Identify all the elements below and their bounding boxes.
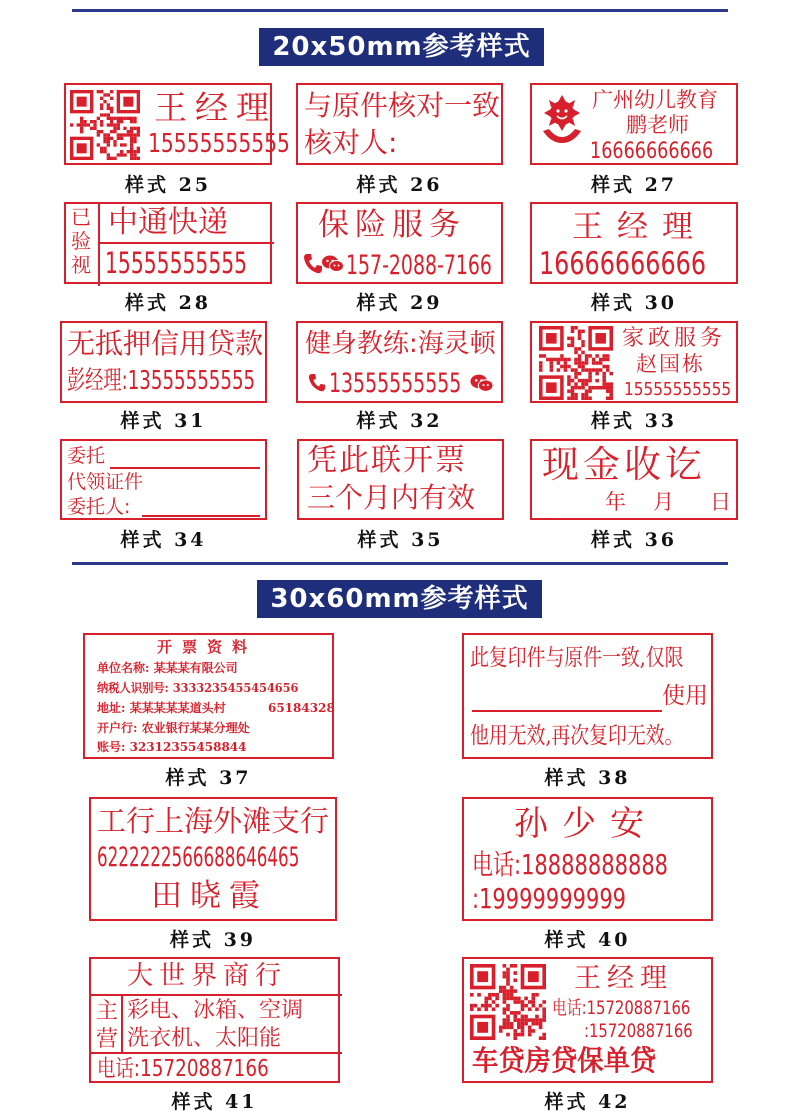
stamp-line-2: 彭经理:13555555555 (67, 366, 256, 396)
stamp-title: 中通快递 (108, 205, 228, 240)
stamp-name: 赵国栋 (636, 352, 705, 376)
stamp-line-2: 代领证件 (67, 471, 144, 493)
side-char-1: 主 (96, 999, 119, 1024)
stamp-bank: 工行上海外滩支行 (97, 804, 330, 838)
info-row-bank: 开户行: 农业银行某某分理处 (97, 721, 250, 735)
divider (98, 242, 274, 244)
side-char-3: 视 (71, 253, 91, 277)
stamp-style-27[interactable] (530, 83, 738, 165)
stamp-line-3: 委托人: (67, 496, 131, 518)
stamp-phone: 13555555555 (329, 368, 462, 399)
stamp-line-1: 与原件核对一致 (304, 89, 501, 122)
stamp-phone-2: :19999999999 (472, 882, 627, 915)
caption-style-25: 样式 25 (124, 174, 212, 196)
stamp-style-33[interactable] (530, 321, 738, 403)
stamp-line-1: 委托 (67, 445, 106, 467)
qr-code-icon (470, 964, 546, 1040)
caption-style-36: 样式 36 (590, 529, 678, 551)
side-char-2: 营 (96, 1027, 119, 1052)
stamp-phone-1: 电话:15720887166 (552, 997, 691, 1019)
stamp-month: 月 (653, 490, 674, 514)
stamp-title: 现金收讫 (542, 443, 706, 486)
info-row-account: 账号: 32312355458844 (97, 740, 247, 754)
stamp-phone: 157-2088-7166 (346, 250, 492, 281)
fill-in-line (472, 710, 662, 712)
section-divider (72, 562, 728, 565)
caption-style-27: 样式 27 (590, 174, 678, 196)
qr-code-icon (70, 90, 140, 160)
stamp-line-1: 无抵押信用贷款 (67, 327, 264, 360)
stamp-style-40[interactable] (462, 797, 713, 921)
stamp-style-36[interactable] (530, 439, 738, 520)
stamp-style-34[interactable] (60, 439, 267, 520)
stamp-style-38[interactable] (462, 633, 713, 759)
stamp-line-2: 使用 (662, 683, 708, 709)
side-char-1: 已 (71, 205, 91, 229)
stamp-year: 年 (605, 490, 626, 514)
signature-line (142, 515, 260, 517)
caption-style-38: 样式 38 (544, 767, 631, 789)
caption-style-40: 样式 40 (544, 929, 631, 951)
stamp-style-26[interactable] (296, 83, 503, 165)
stamp-phone: 16666666666 (590, 139, 714, 164)
stamp-style-39[interactable] (89, 797, 337, 921)
stamp-style-32[interactable] (296, 321, 503, 403)
stamp-style-25[interactable] (64, 83, 290, 165)
stamp-line-1: 凭此联开票 (307, 443, 467, 478)
qr-code-icon (539, 326, 613, 400)
stamp-name: 王经理 (572, 209, 707, 245)
caption-style-42: 样式 42 (544, 1091, 631, 1113)
wechat-icon (470, 373, 494, 398)
divider (121, 994, 123, 1052)
caption-style-39: 样式 39 (169, 929, 257, 951)
divider (91, 1052, 342, 1054)
caption-style-33: 样式 33 (590, 410, 678, 432)
stamp-style-29[interactable] (296, 202, 503, 284)
stamp-phone-2: :15720887166 (584, 1020, 693, 1042)
stamp-line-2: 三个月内有效 (307, 481, 476, 514)
phone-icon (308, 372, 326, 398)
stamp-line-1: 健身教练:海灵顿 (305, 329, 496, 359)
stamp-style-42[interactable] (462, 957, 713, 1083)
stamp-phone: 15555555555 (624, 379, 732, 400)
stamp-line-2: 洗衣机、太阳能 (127, 1026, 282, 1051)
phone-icon (303, 253, 323, 279)
stamp-phone: 16666666666 (539, 246, 707, 282)
stamp-style-41[interactable] (89, 957, 340, 1083)
stamp-line-2: 核对人: (304, 126, 398, 159)
caption-style-29: 样式 29 (356, 292, 443, 314)
stamp-name: 鹏老师 (626, 113, 689, 137)
stamp-service: 家政服务 (622, 326, 727, 351)
stamp-day: 日 (710, 490, 731, 514)
caption-style-32: 样式 32 (356, 410, 443, 432)
divider (91, 994, 342, 996)
stamp-style-28[interactable] (64, 202, 272, 284)
stamp-style-31[interactable] (60, 321, 267, 403)
stamp-line-3: 他用无效,再次复印无效。 (470, 723, 684, 749)
stamp-style-35[interactable] (297, 439, 504, 520)
caption-style-28: 样式 28 (124, 292, 212, 314)
top-divider (72, 9, 728, 12)
signature-line (110, 467, 260, 469)
wechat-icon (322, 254, 344, 278)
caption-style-31: 样式 31 (120, 410, 207, 432)
stamp-org: 广州幼儿教育 (592, 88, 718, 112)
stamp-name: 王经理 (154, 88, 277, 127)
side-char-2: 验 (71, 229, 91, 253)
stamp-phone: 15555555555 (148, 129, 290, 159)
stamp-account: 6222222566688646465 (97, 842, 300, 873)
stamp-title: 大世界商行 (127, 961, 288, 991)
stamp-name: 田晓霞 (151, 878, 268, 914)
stamp-phone: 15555555555 (105, 246, 248, 280)
caption-style-41: 样式 41 (171, 1091, 258, 1113)
stamp-phone: 电话:15720887166 (97, 1056, 269, 1082)
info-row-company: 单位名称: 某某某有限公司 (97, 661, 238, 675)
divider (98, 204, 100, 286)
caption-style-30: 样式 30 (590, 292, 678, 314)
stamp-name: 王经理 (574, 963, 673, 994)
caption-style-26: 样式 26 (356, 174, 443, 196)
section-heading-30x60: 30x60mm参考样式 (257, 580, 542, 618)
stamp-title: 开票资料 (157, 638, 258, 656)
info-row-tel: 65184328 (268, 701, 335, 715)
stamp-line-1: 此复印件与原件一致,仅限 (470, 645, 684, 671)
section-heading-20x50: 20x50mm参考样式 (259, 28, 544, 66)
stamp-phone-1: 电话:18888888888 (472, 848, 669, 881)
stamp-style-37[interactable] (83, 633, 334, 759)
stamp-name: 孙少安 (514, 804, 658, 844)
caption-style-34: 样式 34 (120, 529, 207, 551)
info-row-address: 地址: 某某某某某道头村 (97, 701, 226, 715)
stamp-bottom-line: 车贷房贷保单贷 (472, 1044, 657, 1077)
stamp-title: 保险服务 (318, 207, 466, 243)
caption-style-37: 样式 37 (165, 767, 252, 789)
caption-style-35: 样式 35 (357, 529, 444, 551)
stamp-line-1: 彩电、冰箱、空调 (127, 998, 304, 1023)
info-row-tax-id: 纳税人识别号: 3333235455454656 (97, 681, 299, 695)
stamp-style-30[interactable] (530, 202, 738, 284)
sun-child-logo-icon (539, 93, 585, 149)
